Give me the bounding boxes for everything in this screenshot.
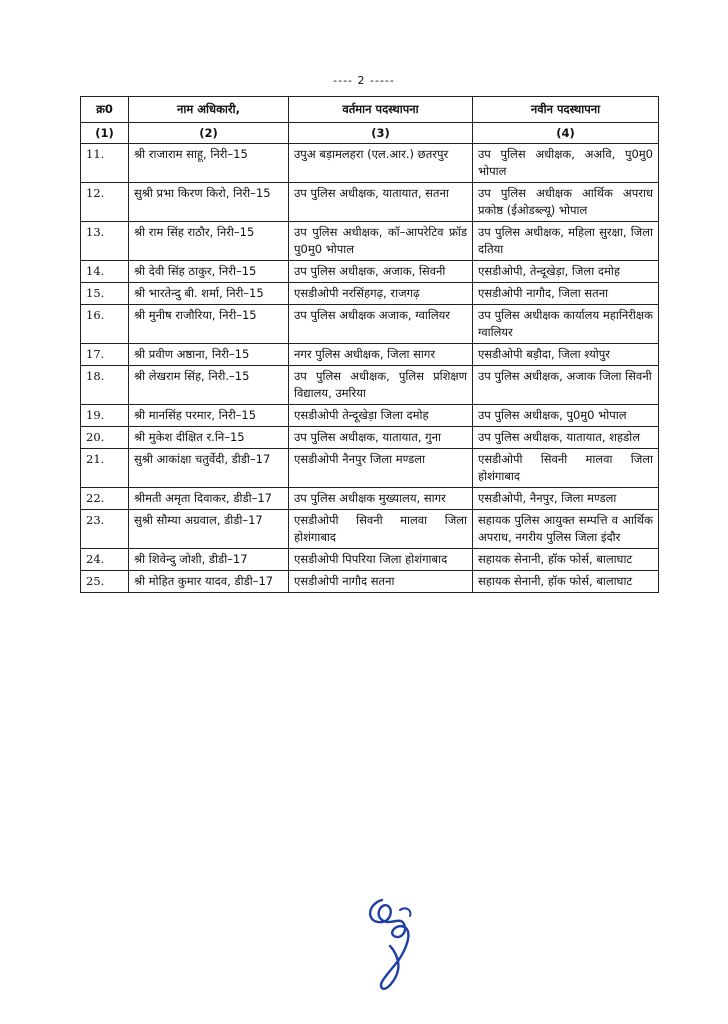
row-serial: 13.	[81, 222, 129, 261]
new-posting: एसडीओपी बड़ौदा, जिला श्योपुर	[473, 344, 659, 366]
officer-name: श्री लेखराम सिंह, निरी.–15	[129, 366, 289, 405]
table-row	[81, 144, 659, 183]
officer-name: सुश्री आकांक्षा चतुर्वेदी, डीडी–17	[129, 449, 289, 488]
new-posting: उप पुलिस अधीक्षक कार्यालय महानिरीक्षक ग्वालियर	[473, 305, 659, 344]
new-posting: एसडीओपी, तेन्दूखेड़ा, जिला दमोह	[473, 261, 659, 283]
column-number-row	[81, 123, 659, 144]
current-posting: एसडीओपी नैनपुर जिला मण्डला	[289, 449, 473, 488]
header-sn: क्र0	[81, 97, 129, 123]
column-number: (2)	[129, 123, 289, 144]
table-row	[81, 305, 659, 344]
table-row	[81, 571, 659, 593]
current-posting: उप पुलिस अधीक्षक, अजाक, सिवनी	[289, 261, 473, 283]
row-serial: 21.	[81, 449, 129, 488]
current-posting: एसडीओपी सिवनी मालवा जिला होशंगाबाद	[289, 510, 473, 549]
officer-name: सुश्री प्रभा किरण किरो, निरी–15	[129, 183, 289, 222]
table-row	[81, 261, 659, 283]
officer-name: श्री मुनीष राजौरिया, निरी–15	[129, 305, 289, 344]
table-row	[81, 344, 659, 366]
transfer-table	[80, 96, 659, 593]
row-serial: 11.	[81, 144, 129, 183]
table-row	[81, 366, 659, 405]
new-posting: सहायक सेनानी, हॉक फोर्स, बालाघाट	[473, 571, 659, 593]
row-serial: 14.	[81, 261, 129, 283]
new-posting: उप पुलिस अधीक्षक, यातायात, शहडोल	[473, 427, 659, 449]
row-serial: 24.	[81, 549, 129, 571]
table-row	[81, 549, 659, 571]
current-posting: एसडीओपी नागौद सतना	[289, 571, 473, 593]
officer-name: श्री भारतेन्दु बी. शर्मा, निरी–15	[129, 283, 289, 305]
row-serial: 15.	[81, 283, 129, 305]
officer-name: श्री देवी सिंह ठाकुर, निरी–15	[129, 261, 289, 283]
column-number: (1)	[81, 123, 129, 144]
officer-name: श्री राजाराम साहू, निरी–15	[129, 144, 289, 183]
table-row	[81, 449, 659, 488]
current-posting: एसडीओपी पिपरिया जिला होशंगाबाद	[289, 549, 473, 571]
table-row	[81, 222, 659, 261]
header-new-posting: नवीन पदस्थापना	[473, 97, 659, 123]
row-serial: 17.	[81, 344, 129, 366]
new-posting: एसडीओपी नागौद, जिला सतना	[473, 283, 659, 305]
page-number: ---- 2 -----	[333, 74, 395, 87]
row-serial: 23.	[81, 510, 129, 549]
table-row	[81, 427, 659, 449]
current-posting: नगर पुलिस अधीक्षक, जिला सागर	[289, 344, 473, 366]
officer-name: श्री प्रवीण अष्ठाना, निरी–15	[129, 344, 289, 366]
new-posting: सहायक सेनानी, हॉक फोर्स, बालाघाट	[473, 549, 659, 571]
new-posting: उप पुलिस अधीक्षक, अअवि, पु0मु0 भोपाल	[473, 144, 659, 183]
new-posting: उप पुलिस अधीक्षक, महिला सुरक्षा, जिला दतिया	[473, 222, 659, 261]
new-posting: सहायक पुलिस आयुक्त सम्पत्ति व आर्थिक अपराध, नगरीय पुलिस जिला इंदौर	[473, 510, 659, 549]
current-posting: एसडीओपी नरसिंहगढ़, राजगढ़	[289, 283, 473, 305]
current-posting: उप पुलिस अधीक्षक मुख्यालय, सागर	[289, 488, 473, 510]
officer-name: श्री मानसिंह परमार, निरी–15	[129, 405, 289, 427]
officer-name: श्री मुकेश दीक्षित र.नि–15	[129, 427, 289, 449]
table-row	[81, 183, 659, 222]
current-posting: उप पुलिस अधीक्षक, यातायात, सतना	[289, 183, 473, 222]
officer-name: सुश्री सौम्या अग्रवाल, डीडी–17	[129, 510, 289, 549]
officer-name: श्री राम सिंह राठौर, निरी–15	[129, 222, 289, 261]
new-posting: उप पुलिस अधीक्षक, पु0मु0 भोपाल	[473, 405, 659, 427]
header-current-posting: वर्तमान पदस्थापना	[289, 97, 473, 123]
current-posting: उप पुलिस अधीक्षक, कॉ–आपरेटिव फ्रॉड पु0मु0 भोपाल	[289, 222, 473, 261]
new-posting: एसडीओपी सिवनी मालवा जिला होशंगाबाद	[473, 449, 659, 488]
row-serial: 18.	[81, 366, 129, 405]
current-posting: उप पुलिस अधीक्षक, पुलिस प्रशिक्षण विद्यालय, उमरिया	[289, 366, 473, 405]
column-number: (3)	[289, 123, 473, 144]
table-row	[81, 405, 659, 427]
officer-name: श्रीमती अमृता दिवाकर, डीडी–17	[129, 488, 289, 510]
table-row	[81, 283, 659, 305]
row-serial: 25.	[81, 571, 129, 593]
row-serial: 20.	[81, 427, 129, 449]
current-posting: उपुअ बड़ामलहरा (एल.आर.) छतरपुर	[289, 144, 473, 183]
new-posting: एसडीओपी, नैनपुर, जिला मण्डला	[473, 488, 659, 510]
row-serial: 16.	[81, 305, 129, 344]
row-serial: 22.	[81, 488, 129, 510]
table-row	[81, 510, 659, 549]
row-serial: 12.	[81, 183, 129, 222]
column-number: (4)	[473, 123, 659, 144]
new-posting: उप पुलिस अधीक्षक, अजाक जिला सिवनी	[473, 366, 659, 405]
current-posting: उप पुलिस अधीक्षक, यातायात, गुना	[289, 427, 473, 449]
table-row	[81, 488, 659, 510]
header-row	[81, 97, 659, 123]
current-posting: एसडीओपी तेन्दूखेड़ा जिला दमोह	[289, 405, 473, 427]
table-body	[81, 144, 659, 593]
signature	[360, 880, 420, 990]
current-posting: उप पुलिस अधीक्षक अजाक, ग्वालियर	[289, 305, 473, 344]
new-posting: उप पुलिस अधीक्षक आर्थिक अपराध प्रकोष्ठ (ईओडब्ल्यू) भोपाल	[473, 183, 659, 222]
officer-name: श्री मोहित कुमार यादव, डीडी–17	[129, 571, 289, 593]
officer-name: श्री शिवेन्दु जोशी, डीडी–17	[129, 549, 289, 571]
header-name: नाम अधिकारी,	[129, 97, 289, 123]
row-serial: 19.	[81, 405, 129, 427]
